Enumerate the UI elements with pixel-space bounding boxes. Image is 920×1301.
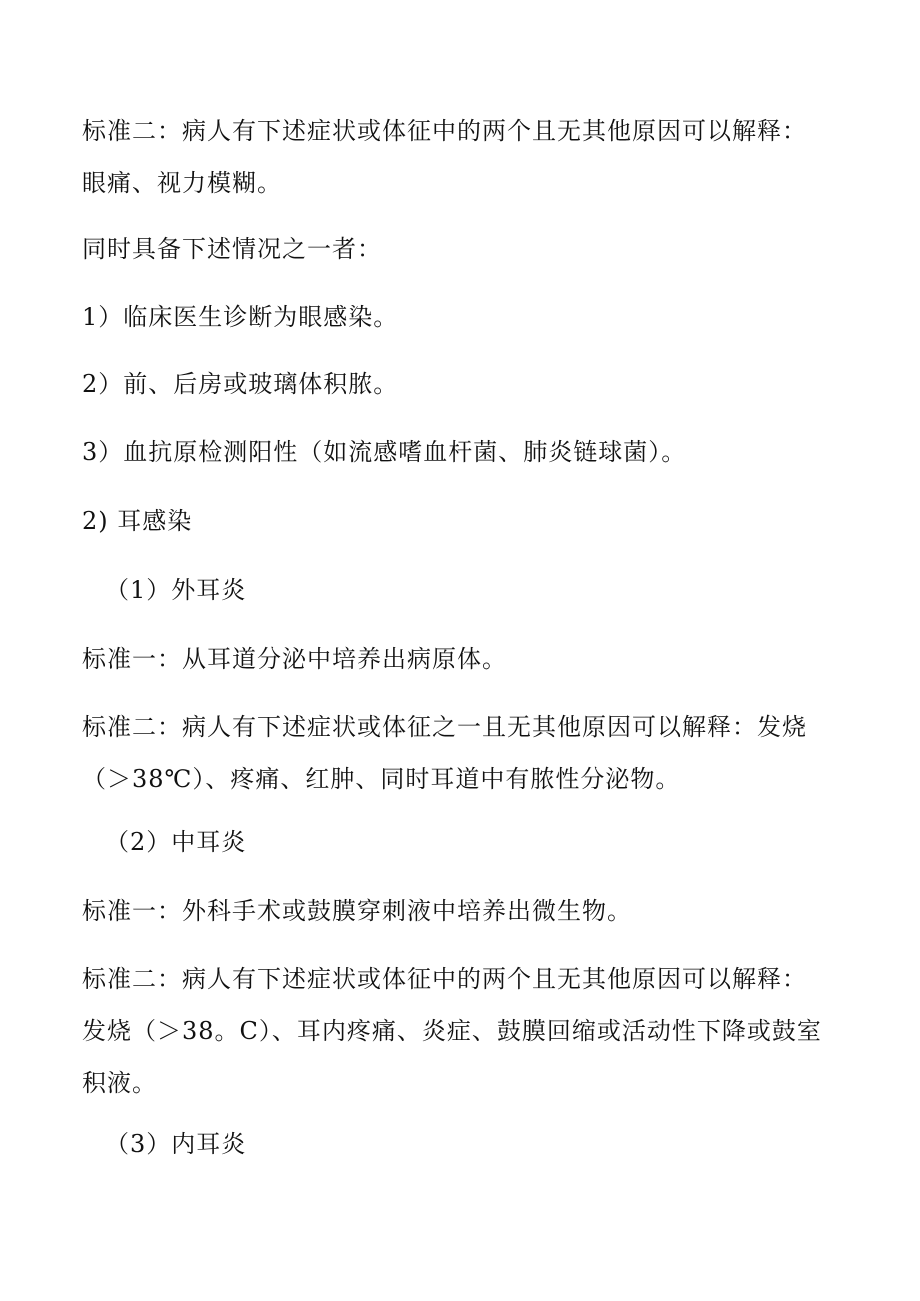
paragraph-criterion-one-externa: 标准一：从耳道分泌中培养出病原体。 [82, 645, 507, 673]
paragraph-criterion-two-externa: 标准二：病人有下述症状或体征之一且无其他原因可以解释：发烧（＞38℃）、疼痛、红肿、同时耳道中有脓性分泌物。 [82, 713, 807, 793]
section-heading-ear-infection: 2) 耳感染 [82, 507, 193, 535]
subsection-heading-otitis-externa: （1）外耳炎 [105, 576, 247, 604]
subsection-heading-otitis-interna: （3）内耳炎 [105, 1130, 247, 1158]
paragraph-item-2: 2）前、后房或玻璃体积脓。 [82, 370, 399, 398]
paragraph-criterion-two-media: 标准二：病人有下述症状或体征中的两个且无其他原因可以解释：发烧（＞38。C）、耳内疼痛、炎症、鼓膜回缩或活动性下降或鼓室积液。 [82, 965, 822, 1097]
paragraph-criterion-one-media: 标准一：外科手术或鼓膜穿刺液中培养出微生物。 [82, 897, 632, 925]
paragraph-item-1: 1）临床医生诊断为眼感染。 [82, 303, 399, 331]
paragraph-item-3: 3）血抗原检测阳性（如流感嗜血杆菌、肺炎链球菌）。 [82, 438, 687, 466]
paragraph-conditions-intro: 同时具备下述情况之一者： [82, 235, 382, 263]
subsection-heading-otitis-media: （2）中耳炎 [105, 828, 247, 856]
paragraph-criterion-two-eye: 标准二：病人有下述症状或体征中的两个且无其他原因可以解释：眼痛、视力模糊。 [82, 117, 807, 197]
